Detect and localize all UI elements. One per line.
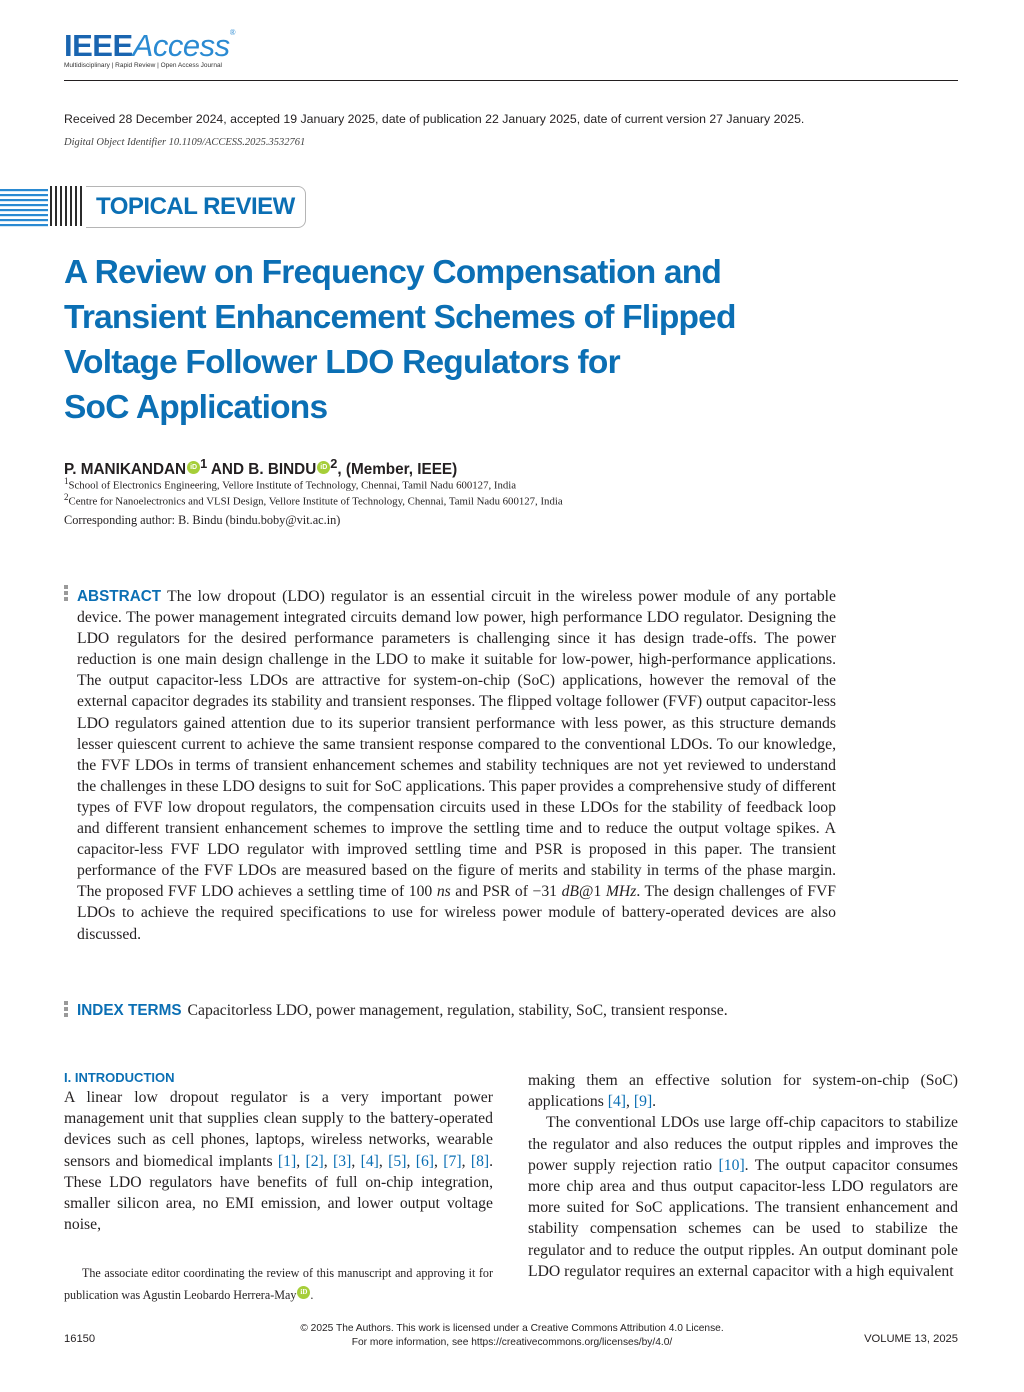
abstract bbox=[77, 586, 836, 945]
ref-link[interactable]: [4] bbox=[607, 1093, 627, 1111]
affiliation-1 bbox=[64, 476, 516, 492]
title-line: A Review on Frequency Compensation and bbox=[64, 254, 722, 291]
index-terms bbox=[77, 1002, 728, 1020]
abstract-label: ABSTRACT bbox=[77, 588, 162, 605]
ref-link[interactable]: [2] bbox=[305, 1152, 324, 1170]
logo-trademark: ® bbox=[229, 28, 236, 37]
author-1-affil: 1 bbox=[200, 456, 208, 471]
corresponding-author: Corresponding author: B. Bindu (bindu.boby@vit.ac.in) bbox=[64, 513, 341, 527]
paragraph-text: A linear low dropout regulator is a very important power management unit that supplies clean supply to the battery-operated devices such as cell phones, laptops, wireless networks, wearable sensors and biomedical implants bbox=[64, 1089, 493, 1170]
publication-dates: Received 28 December 2024, accepted 19 January 2025, date of publication 22 January 2025, date of current version 27 January 2025. bbox=[64, 112, 805, 126]
license-line-2[interactable]: For more information, see https://creativecommons.org/licenses/by/4.0/ bbox=[351, 1337, 673, 1348]
affiliation-2 bbox=[64, 492, 563, 508]
license-notice bbox=[200, 1322, 824, 1350]
ref-link[interactable]: [6] bbox=[415, 1152, 435, 1170]
index-terms-label: INDEX TERMS bbox=[77, 1002, 182, 1019]
ref-link[interactable]: [9] bbox=[633, 1093, 653, 1111]
right-column bbox=[528, 1070, 958, 1282]
orcid-icon[interactable]: iD bbox=[297, 1286, 310, 1299]
header-divider bbox=[64, 80, 958, 81]
abstract-text: The low dropout (LDO) regulator is an essential circuit in the wireless power module of any portable device. The power management integrated circuits demand low power, high performance LDO regulator. Designing the LDO regulators for the desired performance parameters is challenging since it has design trade-offs. The power reduction is one main design challenge in the LDO to make it suitable for low-power, high-performance applications. The output capacitor-less LDOs are attractive for system-on-chip (SoC) applications, however the removal of the external capacitor degrades its stability and transient responses. The flipped voltage follower (FVF) output capacitor-less LDO regulators gained attention due to its superior transient performance with less power, as this structure demands lesser quiescent current to achieve the same transient response compared to the conventional LDOs. To our knowledge, the FVF LDOs in terms of transient enhancement schemes and stability techniques are not yet reviewed to understand the challenges in these LDO designs to suit for SoC applications. This paper provides a comprehensive study of different types of FVF low dropout regulators, the compensation circuits used in these LDOs for the stability of feedback loop and different transient enhancement schemes to improve the settling time and to reduce the output voltage spikes. A capacitor-less FVF LDO regulator with improved settling time and PSR is proposed in this paper. The transient performance of the FVF LDOs are measured based on the figure of merits and stability in terms of the phase margin. The proposed FVF LDO achieves a settling time of 100 bbox=[77, 588, 836, 901]
intro-paragraph: A linear low dropout regulator is a very important power management unit that supplies clean supply to the battery-operated devices such as cell phones, laptops, wireless networks, wearable sensors and biomedical implants [1], [2], [3], [4], [5], [6], [7], [8]. These LDO regulators have benefits of full on-chip integration, smaller silicon area, no EMI emission, and lower output voltage noise, bbox=[64, 1089, 494, 1234]
editor-footnote: The associate editor coordinating the review of this manuscript and approving it for publication was Agustin Leobardo Herrera-May iD . bbox=[64, 1266, 493, 1302]
abstract-unit-db: dB bbox=[561, 883, 579, 901]
abstract-unit-mhz: MHz bbox=[605, 883, 637, 901]
license-line-1: © 2025 The Authors. This work is licensed under a Creative Commons Attribution 4.0 License. bbox=[300, 1323, 724, 1334]
ref-link[interactable]: [4] bbox=[360, 1152, 379, 1170]
abstract-unit-ns: ns bbox=[436, 883, 451, 901]
ref-link[interactable]: [10] bbox=[718, 1156, 745, 1174]
title-line: SoC Applications bbox=[64, 389, 328, 426]
intro-paragraph: making them an effective solution for system-on-chip (SoC) applications [4], [9]. bbox=[528, 1072, 958, 1111]
paragraph-text: making them an effective solution for system-on-chip (SoC) applications bbox=[528, 1072, 958, 1111]
badge-stripes-icon bbox=[0, 186, 86, 230]
section-heading: I. INTRODUCTION bbox=[64, 1070, 175, 1085]
page-number: 16150 bbox=[64, 1333, 96, 1345]
author-2: AND B. BINDU bbox=[207, 461, 317, 479]
title-line: Transient Enhancement Schemes of Flipped bbox=[64, 299, 736, 336]
ref-link[interactable]: [5] bbox=[388, 1152, 407, 1170]
ieee-access-logo bbox=[64, 28, 236, 64]
affiliation-1-text: School of Electronics Engineering, Vellore Institute of Technology, Chennai, Tamil Nadu 600127, India bbox=[68, 479, 517, 492]
doi: Digital Object Identifier 10.1109/ACCESS.2025.3532761 bbox=[64, 137, 306, 148]
abstract-text: and PSR of −31 bbox=[450, 883, 562, 901]
orcid-icon[interactable]: iD bbox=[317, 461, 330, 474]
paragraph-text: The conventional LDOs use large off-chip capacitors to stabilize the regulator and also reduces the output ripples and improves the power supply rejection ratio bbox=[528, 1114, 958, 1174]
title-line: Voltage Follower LDO Regulators for bbox=[64, 344, 620, 381]
author-1: P. MANIKANDAN bbox=[64, 461, 187, 479]
footnote-text: The associate editor coordinating the review of this manuscript and approving it for publication was Agustin Leobardo Herrera-May bbox=[64, 1266, 493, 1302]
abstract-dots-icon bbox=[64, 585, 68, 603]
journal-tagline: Multidisciplinary | Rapid Review | Open Access Journal bbox=[64, 62, 222, 69]
author-2-affil: 2 bbox=[330, 456, 338, 471]
affiliation-1-number: 1 bbox=[64, 476, 69, 486]
affiliation-2-number: 2 bbox=[64, 492, 69, 502]
left-column bbox=[64, 1070, 493, 1235]
volume-info: VOLUME 13, 2025 bbox=[864, 1333, 958, 1345]
ref-link[interactable]: [7] bbox=[443, 1152, 462, 1170]
logo-access: Access bbox=[132, 28, 230, 63]
topical-review-badge: TOPICAL REVIEW bbox=[86, 186, 306, 228]
ref-link[interactable]: [1] bbox=[277, 1152, 297, 1170]
orcid-icon[interactable]: iD bbox=[187, 461, 200, 474]
ref-link[interactable]: [8] bbox=[470, 1152, 490, 1170]
paragraph-text: . The output capacitor consumes more chip area and thus output capacitor-less LDO regulators are more suited for SoC applications. The transient enhancement and stability compensation schemes can be used to stabilize the regulator and to reduce the output ripples. An output dominant pole LDO regulator requires an external capacitor with a high equivalent bbox=[528, 1156, 958, 1280]
intro-paragraph bbox=[528, 1112, 958, 1282]
index-terms-text: Capacitorless LDO, power management, regulation, stability, SoC, transient response. bbox=[187, 1002, 728, 1019]
abstract-text: @1 bbox=[579, 883, 606, 901]
author-2-membership: , (Member, IEEE) bbox=[337, 461, 458, 479]
index-dots-icon bbox=[64, 1001, 68, 1019]
abstract-text: . The design challenges of FVF LDOs to achieve the required specifications to use for wireless power module of battery-operated devices are also discussed. bbox=[77, 883, 837, 943]
logo-ieee: IEEE bbox=[64, 28, 133, 63]
affiliation-2-text: Centre for Nanoelectronics and VLSI Design, Vellore Institute of Technology, Chennai, Tamil Nadu 600127, India bbox=[68, 495, 563, 508]
paragraph-text: These LDO regulators have benefits of full on-chip integration, smaller silicon area, no EMI emission, and lower output voltage noise, bbox=[64, 1173, 493, 1234]
ref-link[interactable]: [3] bbox=[333, 1152, 352, 1170]
paper-title bbox=[64, 250, 824, 430]
